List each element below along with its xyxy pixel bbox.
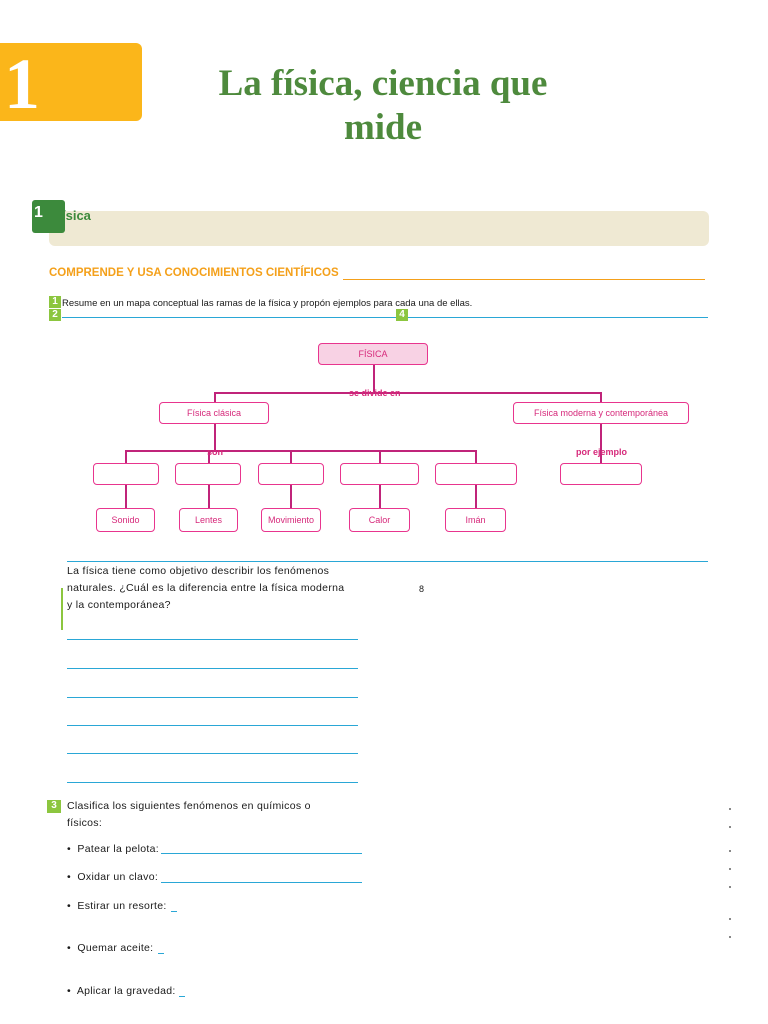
margin-mark: [729, 918, 731, 920]
list-item: • Oxidar un clavo:: [67, 871, 159, 883]
title-line-2: mide: [343, 107, 423, 148]
answer-line-item-2[interactable]: [161, 882, 362, 883]
chapter-number: 1: [4, 44, 40, 124]
activity-badge-2: 2: [49, 309, 61, 321]
question2-text: [67, 563, 344, 614]
section-title: ísica: [62, 208, 91, 223]
connector-example-4: [379, 450, 381, 463]
answer-line-2[interactable]: [67, 668, 358, 669]
page-mark: 8: [419, 584, 425, 594]
connector-low-2: [208, 485, 210, 508]
connector-label-right: por ejemplo: [576, 447, 628, 457]
list-item-label: Aplicar la gravedad:: [76, 985, 176, 997]
activity-badge-3: 3: [47, 800, 61, 813]
concept-example-4: Calor: [349, 508, 410, 532]
activity1-instruction: Resume en un mapa conceptual las ramas de la física y propón ejemplos para cada una de ellas.: [62, 298, 473, 309]
connector-label-root: se divide en: [349, 388, 401, 398]
concept-blank-1[interactable]: [93, 463, 159, 485]
answer-line-5[interactable]: [67, 753, 358, 754]
margin-mark: [729, 808, 731, 810]
concept-blank-modern[interactable]: [560, 463, 642, 485]
answer-line-4[interactable]: [67, 725, 358, 726]
page-title: [140, 62, 626, 150]
question2-line-1: La física tiene como objetivo describir los fenómenos: [67, 565, 330, 577]
section-number-badge: 1: [32, 200, 65, 233]
connector-example-1: [125, 450, 127, 463]
answer-line-item-4[interactable]: [158, 953, 164, 954]
activity3-instruction: [67, 798, 311, 832]
answer-line-item-5[interactable]: [179, 996, 185, 997]
concept-example-5: Imán: [445, 508, 506, 532]
connector-examples-horizontal: [125, 450, 475, 452]
list-item-label: Patear la pelota:: [77, 843, 159, 855]
answer-line: [62, 317, 708, 318]
answer-line-item-3[interactable]: [171, 911, 177, 912]
question-marker-bar: [61, 588, 63, 630]
activity-badge-1: 1: [49, 296, 61, 308]
list-item: • Estirar un resorte:: [67, 900, 167, 912]
answer-line-item-1[interactable]: [161, 853, 362, 854]
section-bar: [49, 211, 709, 246]
divider-line: [67, 561, 708, 562]
connector-low-4: [379, 485, 381, 508]
concept-blank-3[interactable]: [258, 463, 324, 485]
connector-example-5: [475, 450, 477, 463]
list-item: • Quemar aceite:: [67, 942, 154, 954]
list-item-label: Oxidar un clavo:: [77, 871, 159, 883]
margin-mark: [729, 868, 731, 870]
competency-rule: [343, 279, 705, 280]
concept-example-3: Movimiento: [261, 508, 321, 532]
concept-root-node: FÍSICA: [318, 343, 428, 365]
answer-line-3[interactable]: [67, 697, 358, 698]
list-item-label: Quemar aceite:: [77, 942, 154, 954]
list-item: • Aplicar la gravedad:: [67, 985, 176, 997]
answer-line-6[interactable]: [67, 782, 358, 783]
competency-heading: COMPRENDE Y USA CONOCIMIENTOS CIENTÍFICOS: [49, 267, 339, 279]
activity3-line-2: físicos:: [67, 817, 103, 829]
margin-mark: [729, 886, 731, 888]
concept-blank-4[interactable]: [340, 463, 419, 485]
concept-example-2: Lentes: [179, 508, 238, 532]
list-item: • Patear la pelota:: [67, 843, 159, 855]
question2-line-3: y la contemporánea?: [67, 599, 171, 611]
concept-blank-2[interactable]: [175, 463, 241, 485]
margin-mark: [729, 850, 731, 852]
margin-mark: [729, 936, 731, 938]
concept-node-modern: Física moderna y contemporánea: [513, 402, 689, 424]
connector-low-1: [125, 485, 127, 508]
concept-blank-5[interactable]: [435, 463, 517, 485]
question2-line-2: naturales. ¿Cuál es la diferencia entre la física moderna: [67, 582, 345, 594]
activity-badge-4: 4: [396, 309, 408, 321]
answer-line-1[interactable]: [67, 639, 358, 640]
connector-low-5: [475, 485, 477, 508]
title-line-1: La física, ciencia que: [218, 63, 548, 104]
list-item-label: Estirar un resorte:: [77, 900, 167, 912]
margin-mark: [729, 826, 731, 828]
concept-node-classical: Física clásica: [159, 402, 269, 424]
activity3-line-1: Clasifica los siguientes fenómenos en químicos o: [67, 800, 311, 812]
connector-low-3: [290, 485, 292, 508]
connector-label-left: son: [207, 447, 224, 457]
connector-right-down: [600, 424, 602, 464]
connector-branch-horizontal: [214, 392, 600, 394]
concept-example-1: Sonido: [96, 508, 155, 532]
connector-example-3: [290, 450, 292, 463]
